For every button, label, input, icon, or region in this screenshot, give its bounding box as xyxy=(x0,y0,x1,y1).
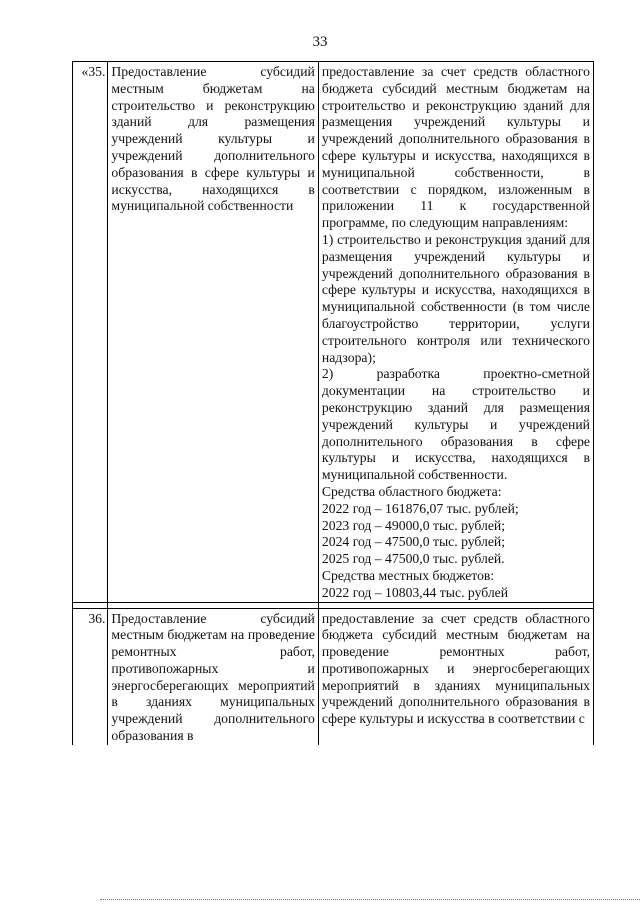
direction-item: 2) разработка проектно-сметной документации на строительство и реконструкцию зданий для размещения учреждений культуры и учреждений дополнительного образования в сфере культуры и искусства, находящихся в муниципальной собственности. xyxy=(321,366,590,483)
bottom-rule xyxy=(100,899,640,900)
table-row xyxy=(73,608,594,745)
measure-name: Предоставление субсидий местным бюджетам на строительство и реконструкцию зданий для размещения учреждений культуры и учреждений дополнительного образования в сфере культуры и искусства, находящихся в муниципальной собственности xyxy=(108,62,318,603)
funding-line: 2025 год – 47500,0 тыс. рублей. xyxy=(321,551,505,567)
table-row xyxy=(73,62,594,603)
row-number: «35. xyxy=(73,62,108,603)
description-text: предоставление за счет средств областного бюджета субсидий местным бюджетам на строительство и реконструкцию зданий для размещения учреждений культуры и учреждений дополнительного образования в сфере культуры и искусства, находящихся в муниципальной собственности, в соответствии с порядком, изложенным в приложении 11 к государственной программе, по следующим направлениям: xyxy=(321,64,590,231)
funding-line: 2022 год – 10803,44 тыс. рублей xyxy=(321,584,509,600)
funding-line: 2023 год – 49000,0 тыс. рублей; xyxy=(321,517,506,533)
local-funds-title: Средства местных бюджетов: xyxy=(321,567,495,583)
measures-table xyxy=(72,61,594,745)
row-number: 36. xyxy=(73,608,108,745)
direction-item: 1) строительство и реконструкция зданий для размещения учреждений культуры и учреждений дополнительного образования в сфере культуры и искусства, находящихся в муниципальной собственности (в том числе благоустройство территории, услуги строительного контроля или технического надзора); xyxy=(321,231,590,365)
measure-description: предоставление за счет средств областного бюджета субсидий местным бюджетам на проведение ремонтных работ, противопожарных и энергосберегающих мероприятий в зданиях муниципальных учреждений дополнительного образования в сфере культуры и искусства в соответствии с xyxy=(318,608,593,745)
measure-name: Предоставление субсидий местным бюджетам на проведение ремонтных работ, противопожарных и энергосберегающих мероприятий в зданиях муниципальных учреждений дополнительного образования в xyxy=(108,608,318,745)
page-number: 33 xyxy=(312,34,328,50)
funding-line: 2024 год – 47500,0 тыс. рублей; xyxy=(321,534,506,550)
regional-funds-title: Средства областного бюджета: xyxy=(321,483,502,499)
funding-line: 2022 год – 161876,07 тыс. рублей; xyxy=(321,500,519,516)
measure-description xyxy=(318,62,593,603)
